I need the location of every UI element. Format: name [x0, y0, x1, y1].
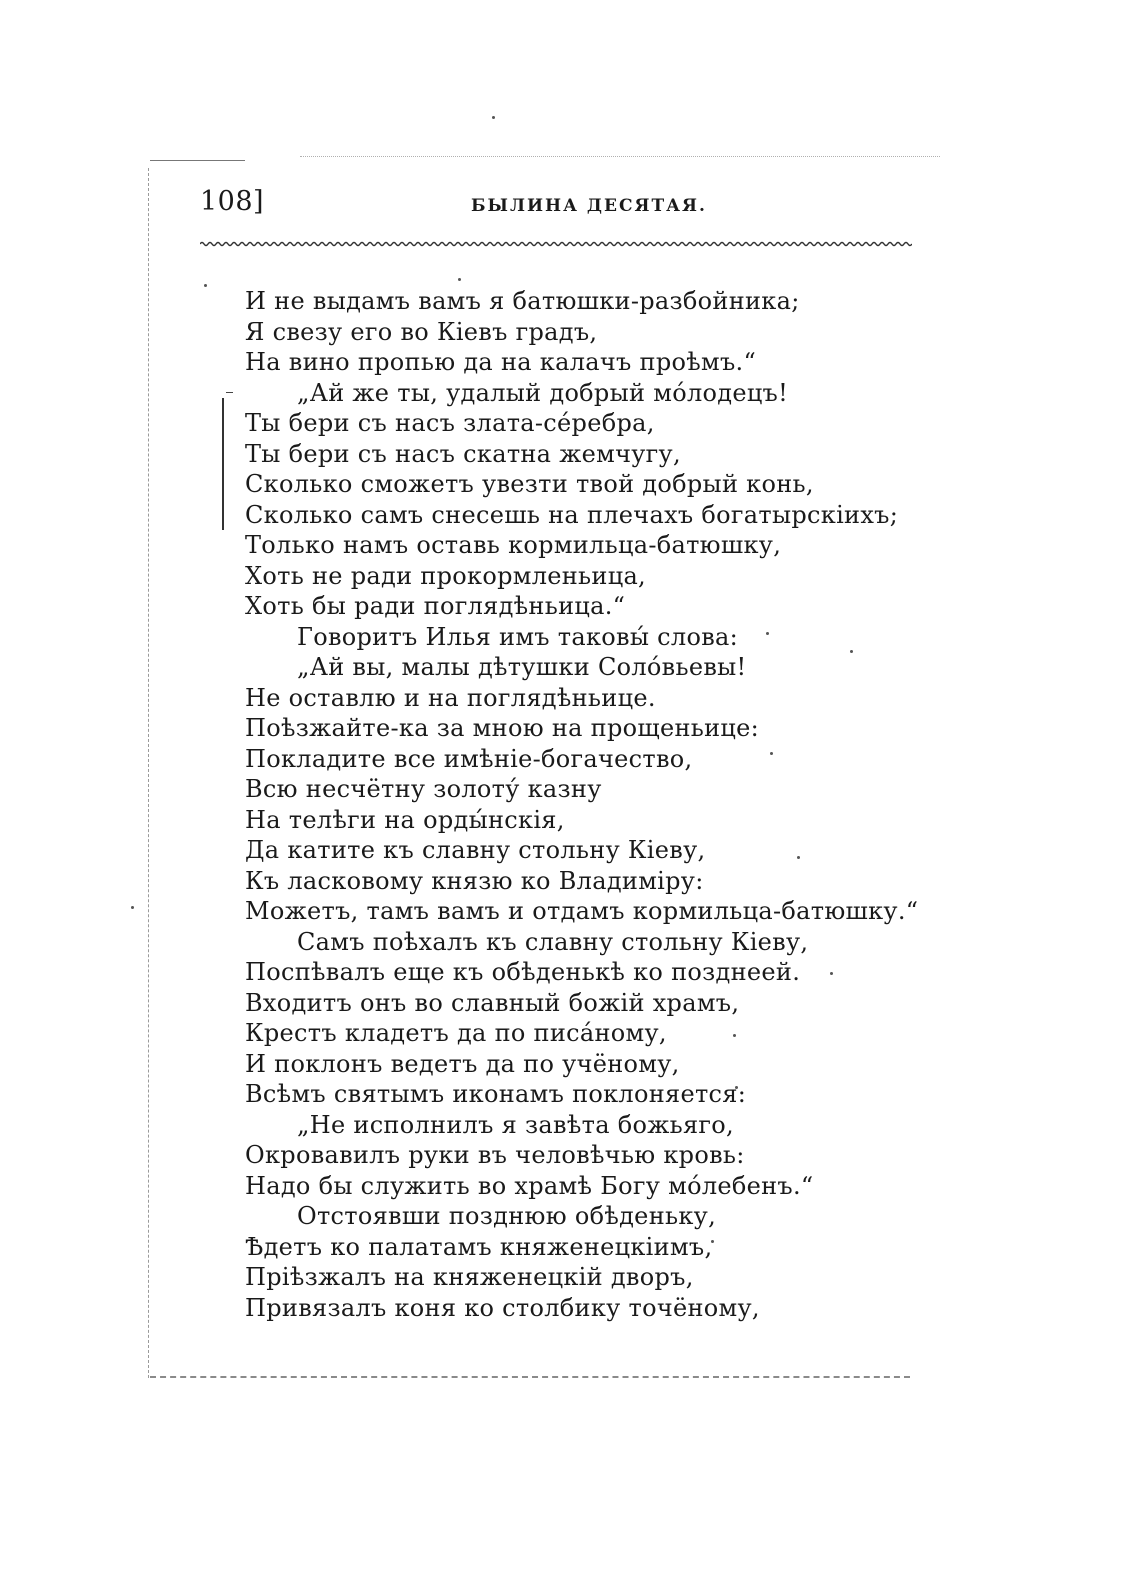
poem-line: Можетъ, тамъ вамъ и отдамъ кормильца-батюшку.“: [245, 897, 919, 925]
page-number: 108]: [200, 186, 265, 217]
poem-line: Къ ласковому князю ко Владиміру:: [245, 866, 704, 895]
scan-speck: [204, 284, 207, 287]
poem-line: Входитъ онъ во славный божій храмъ,: [245, 988, 740, 1017]
poem-line: „Ай же ты, удалый добрый мо́лодецъ!: [297, 378, 789, 407]
poem-line: Окровавилъ руки въ человѣчью кровь:: [245, 1141, 745, 1169]
poem-line: Говоритъ Илья имъ таковы́ слова:: [297, 622, 739, 651]
poem-line: Привязалъ коня ко столбику точёному,: [245, 1293, 760, 1322]
poem-line: Поѣзжайте-ка за мною на прощеньице:: [245, 714, 760, 742]
poem-line: И не выдамъ вамъ я батюшки-разбойника;: [245, 287, 800, 315]
poem-text: [245, 286, 945, 1323]
poem-line: Отстоявши позднюю обѣденьку,: [297, 1202, 717, 1230]
poem-line: Ѣдетъ ко палатамъ княженецкіимъ,: [245, 1232, 713, 1261]
scan-speck: [492, 116, 495, 119]
poem-line: Ты бери съ насъ злата-се́ребра,: [245, 409, 655, 437]
poem-line: Да катите къ славну стольну Кіеву,: [245, 836, 706, 864]
poem-line: На вино пропью да на калачъ проѣмъ.“: [245, 348, 757, 376]
poem-line: Ты бери съ насъ скатна жемчугу,: [245, 439, 681, 468]
poem-line: Я свезу его во Кіевъ градъ,: [245, 317, 598, 346]
poem-line: Покладите все имѣніе-богачество,: [245, 744, 693, 773]
wavy-header-rule: [200, 238, 912, 250]
poem-line: Крестъ кладетъ да по писа́ному,: [245, 1019, 667, 1047]
poem-line: Сколько сможетъ увезти твой добрый конь,: [245, 470, 814, 498]
poem-line: Пріѣзжалъ на княженецкій дворъ,: [245, 1263, 694, 1291]
poem-line: Самъ поѣхалъ къ славну стольну Кіеву,: [297, 927, 809, 956]
top-scan-dots: [300, 156, 940, 157]
poem-line: Сколько самъ снесешь на плечахъ богатырскіихъ;: [245, 500, 899, 529]
poem-line: Всю несчётну золоту́ казну: [245, 775, 602, 803]
poem-line: На телѣги на орды́нскія,: [245, 805, 565, 834]
bottom-scan-border: [150, 1376, 910, 1378]
top-scan-rule: [150, 160, 245, 161]
poem-line: „Не исполнилъ я завѣта божьяго,: [297, 1110, 734, 1139]
poem-line: Хоть бы ради поглядѣньица.“: [245, 592, 626, 620]
poem-line: Надо бы служить во храмѣ Богу мо́лебенъ.“: [245, 1171, 814, 1200]
margin-tick-mark: [226, 392, 233, 393]
poem-line: Не оставлю и на поглядѣньице.: [245, 683, 656, 712]
poem-line: Всѣмъ святымъ иконамъ поклоняется:: [245, 1080, 747, 1108]
left-scan-border: [148, 168, 149, 1378]
scan-speck: [458, 278, 461, 281]
poem-line: Поспѣвалъ еще къ обѣденькѣ ко позднеей.: [245, 958, 801, 986]
scan-speck: [131, 906, 134, 909]
poem-line: И поклонъ ведетъ да по учёному,: [245, 1049, 680, 1078]
poem-line: Только намъ оставь кормильца-батюшку,: [245, 531, 782, 559]
poem-line: „Ай вы, малы дѣтушки Соло́вьевы!: [297, 653, 747, 681]
poem-line: Хоть не ради прокормленьица,: [245, 561, 646, 590]
margin-bracket-mark: [222, 398, 232, 530]
running-head: БЫЛИНА ДЕСЯТАЯ.: [471, 196, 707, 216]
